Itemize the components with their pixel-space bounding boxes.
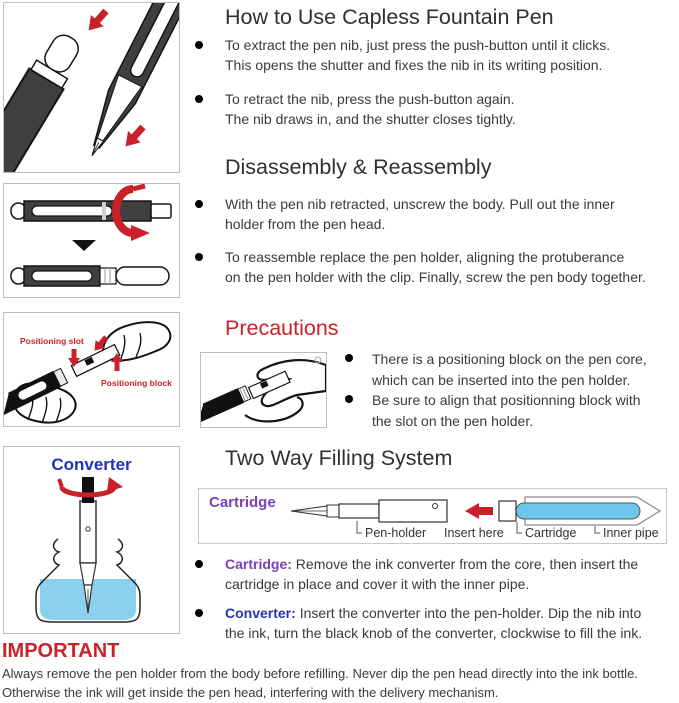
nib-arrow-icon bbox=[119, 121, 149, 152]
cartridge-diagram bbox=[198, 488, 667, 544]
pen-holder-connector bbox=[357, 521, 362, 533]
rotation-arrow-head bbox=[131, 225, 150, 241]
cartridge-label: Cartridge bbox=[525, 526, 577, 540]
filling-bullet-cartridge: Cartridge: Remove the ink converter from the core, then insert the cartridge in place and cover it with the inner pipe. bbox=[225, 555, 638, 594]
illustration-positioning bbox=[3, 312, 180, 427]
converter-method-label: Converter: bbox=[225, 605, 296, 621]
insert-here-label: Insert here bbox=[444, 526, 504, 540]
bullet-icon bbox=[195, 253, 203, 261]
section-title-filling: Two Way Filling System bbox=[225, 446, 453, 470]
precautions-bullet-2: Be sure to align that positionning block with the slot on the pen holder. bbox=[372, 390, 641, 431]
section-title-disassembly: Disassembly & Reassembly bbox=[225, 155, 492, 179]
bullet-icon bbox=[195, 609, 203, 617]
illustration-converter-filling bbox=[3, 446, 180, 634]
inner-pipe-connector bbox=[595, 526, 600, 533]
bullet-icon bbox=[195, 95, 203, 103]
important-line-1: Always remove the pen holder from the body before refilling. Never dip the pen head directly into the ink bottle. bbox=[2, 666, 638, 681]
cartridge-method-label: Cartridge: bbox=[225, 556, 292, 572]
precautions-image bbox=[200, 352, 327, 428]
press-arrow-icon bbox=[82, 5, 112, 36]
pen-assembled bbox=[11, 201, 171, 221]
disassembly-bullet-1: With the pen nib retracted, unscrew the body. Pull out the inner holder from the pen head. bbox=[225, 195, 615, 234]
bullet-icon bbox=[195, 200, 203, 208]
knob-rotation-arrow-tail bbox=[59, 479, 62, 487]
pen-rear-half bbox=[4, 27, 88, 172]
unscrew-illustration bbox=[4, 184, 179, 297]
pen-unscrewed bbox=[11, 266, 169, 286]
precautions-hand-illustration bbox=[201, 353, 326, 427]
rotation-arrow-tail bbox=[133, 186, 145, 189]
inner-pipe-label: Inner pipe bbox=[603, 526, 659, 540]
precautions-bullet-1: There is a positioning block on the pen core, which can be inserted into the pen holder. bbox=[372, 349, 647, 390]
bullet-icon bbox=[195, 560, 203, 568]
cartridge-connector bbox=[517, 522, 522, 533]
usage-bullet-1: To extract the pen nib, just press the push-button until it clicks. This opens the shutter and fixes the nib in its writing position. bbox=[225, 36, 610, 75]
cartridge-cap bbox=[499, 501, 516, 521]
usage-bullet-2: To retract the nib, press the push-button again. The nib draws in, and the shutter closes tightly. bbox=[225, 90, 516, 129]
positioning-block-label: Positioning block bbox=[101, 378, 172, 388]
ink-cartridge bbox=[516, 503, 640, 519]
converter-caption: Converter bbox=[51, 455, 132, 474]
push-button-illustration bbox=[4, 3, 179, 172]
positioning-illustration bbox=[4, 313, 179, 426]
pen-holder-label: Pen-holder bbox=[365, 526, 427, 540]
bullet-icon bbox=[195, 41, 203, 49]
illustration-unscrew-body bbox=[3, 183, 180, 298]
black-knob bbox=[82, 477, 94, 503]
converter-illustration bbox=[4, 473, 179, 633]
insert-arrow-icon bbox=[465, 503, 493, 519]
bullet-icon bbox=[345, 354, 353, 362]
important-line-2: Otherwise the ink will get inside the pen head, interfering with the delivery mechanism. bbox=[2, 685, 499, 700]
diagram-method-label: Cartridge bbox=[209, 494, 276, 511]
pen-head-part bbox=[201, 385, 251, 424]
step-triangle-icon bbox=[72, 240, 96, 251]
section-title-precautions: Precautions bbox=[225, 316, 339, 340]
section-title-usage: How to Use Capless Fountain Pen bbox=[225, 5, 554, 29]
disassembly-bullet-2: To reassemble replace the pen holder, aligning the protuberance on the pen holder with the clip. Finally, screw the pen body together. bbox=[225, 248, 646, 287]
illustration-push-button bbox=[3, 2, 180, 173]
pen-holder-drawing bbox=[291, 500, 447, 522]
filling-bullet-converter: Converter: Insert the converter into the pen-holder. Dip the nib into the ink, turn the black knob of the converter, clockwise to fill the ink. bbox=[225, 604, 642, 643]
bullet-icon bbox=[345, 395, 353, 403]
important-title: IMPORTANT bbox=[2, 640, 120, 662]
positioning-slot-label: Positioning slot bbox=[20, 336, 84, 346]
